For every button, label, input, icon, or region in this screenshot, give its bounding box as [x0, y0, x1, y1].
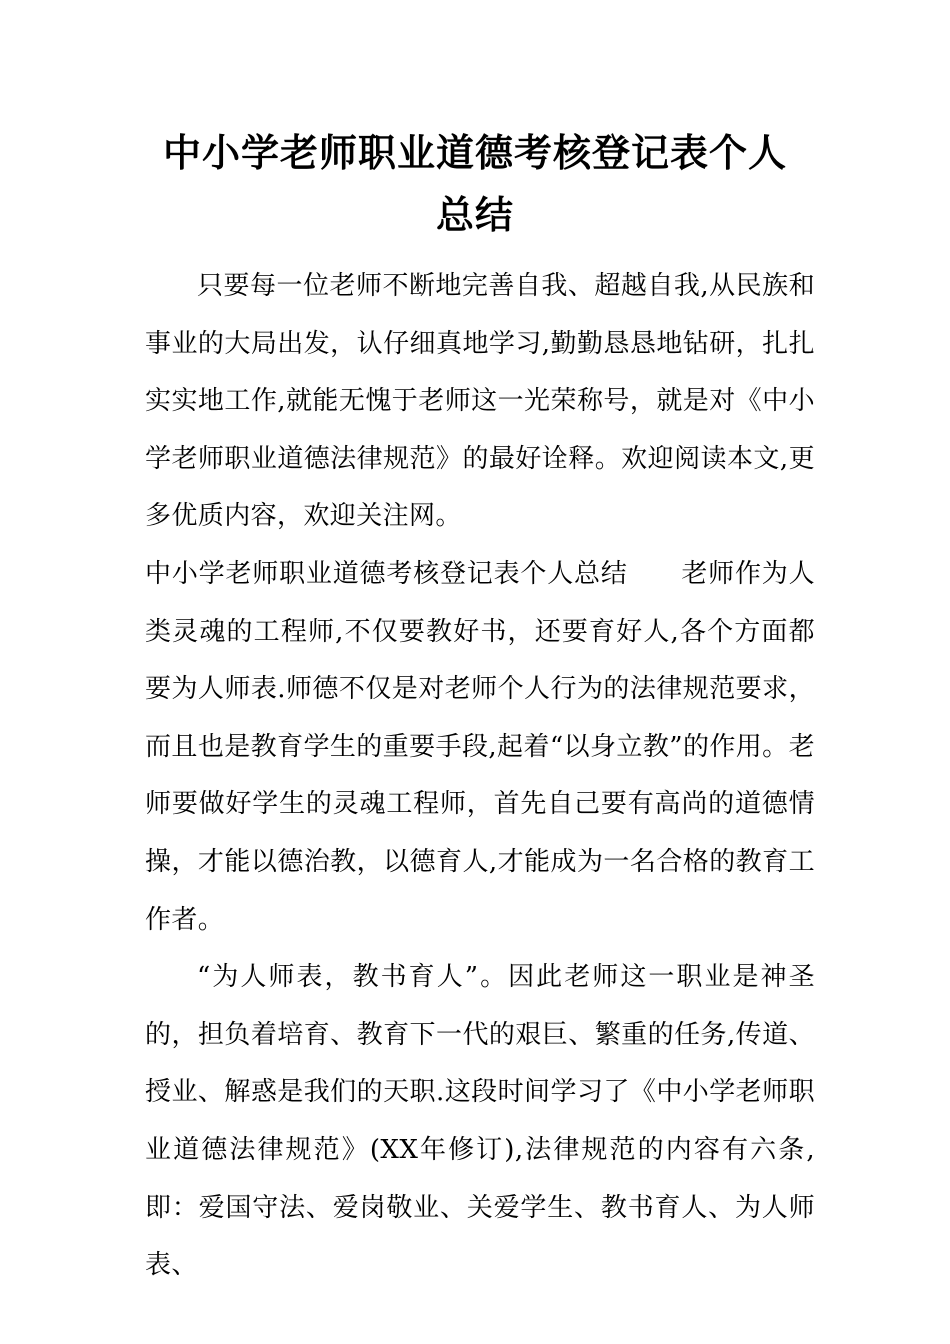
- paragraph-teacher-role: 中小学老师职业道德考核登记表个人总结 老师作为人类灵魂的工程师,不仅要教好书，还要育好人,各个方面都要为人师表.师德不仅是对老师个人行为的法律规范要求，而且也是教育学生的重要手段,起着“以身立教”的作用。老师要做好学生的灵魂工程师，首先自己要有高尚的道德情操，才能以德治教，以德育人,才能成为一名合格的教育工作者。: [145, 558, 815, 935]
- document-title: 中小学老师职业道德考核登记表个人总结: [162, 130, 787, 237]
- paragraph-intro: 只要每一位老师不断地完善自我、超越自我,从民族和事业的大局出发，认仔细真地学习,勤勤恳恳地钻研，扎扎实实地工作,就能无愧于老师这一光荣称号，就是对《中小学老师职业道德法律规范》的最好诠释。欢迎阅读本文,更多优质内容，欢迎关注网。: [145, 271, 815, 532]
- document-body: [145, 258, 815, 1295]
- paragraph-teaching-duty: “为人师表，教书育人”。因此老师这一职业是神圣的，担负着培育、教育下一代的艰巨、繁重的任务,传道、授业、解惑是我们的天职.这段时间学习了《中小学老师职业道德法律规范》(XX年修订),法律规范的内容有六条,即：爱国守法、爱岗敬业、关爱学生、教书育人、为人师表、: [145, 962, 815, 1281]
